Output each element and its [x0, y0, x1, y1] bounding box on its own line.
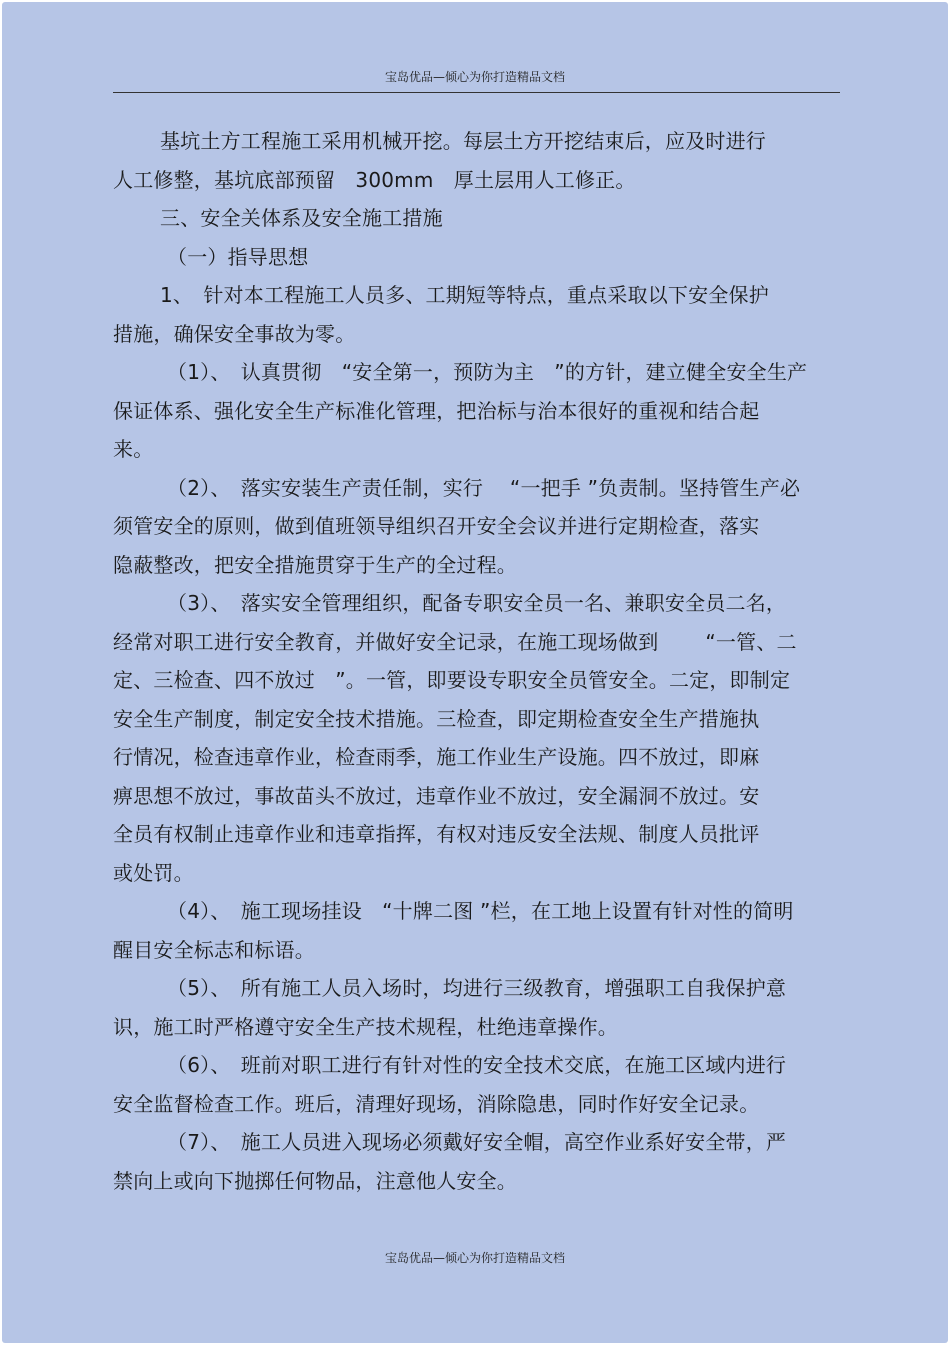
paragraph-line: 安全监督检查工作。班后，清理好现场，消除隐患，同时作好安全记录。 [113, 1091, 760, 1116]
paragraph-line: 禁向上或向下抛掷任何物品，注意他人安全。 [113, 1168, 517, 1193]
paragraph-line: （7）、 施工人员进入现场必须戴好安全帽，高空作业系好安全带，严 [167, 1130, 787, 1154]
paragraph-line: 经常对职工进行安全教育，并做好安全记录，在施工现场做到 “一管、二 [113, 629, 797, 654]
paragraph-line: （2）、 落实安装生产责任制，实行 “一把手 ”负责制。坚持管生产必 [167, 475, 801, 500]
paragraph-line: （4）、 施工现场挂设 “十牌二图 ”栏，在工地上设置有针对性的简明 [167, 899, 794, 923]
paragraph-line: 或处罚。 [113, 860, 194, 885]
paragraph-line: 人工修整，基坑底部预留 300mm 厚土层用人工修正。 [113, 167, 636, 192]
paragraph-line: 识，施工时严格遵守安全生产技术规程，杜绝违章操作。 [113, 1014, 618, 1039]
paragraph-line: （1）、 认真贯彻 “安全第一，预防为主 ”的方针，建立健全安全生产 [167, 360, 808, 384]
header-divider [113, 92, 840, 93]
paragraph-line: 隐蔽整改，把安全措施贯穿于生产的全过程。 [113, 552, 517, 577]
paragraph-line: 安全生产制度，制定安全技术措施。三检查，即定期检查安全生产措施执 [113, 706, 760, 731]
paragraph-line: 行情况，检查违章作业，检查雨季，施工作业生产设施。四不放过，即麻 [113, 745, 760, 769]
paragraph-line: 醒目安全标志和标语。 [113, 937, 315, 962]
paragraph-line: （5）、 所有施工人员入场时，均进行三级教育，增强职工自我保护意 [167, 976, 787, 1000]
subsection-heading: （一）指导思想 [167, 244, 309, 269]
document-page [2, 2, 948, 1343]
paragraph-line: 1、 针对本工程施工人员多、工期短等特点，重点采取以下安全保护 [160, 283, 769, 307]
paragraph-line: 措施，确保安全事故为零。 [113, 321, 356, 346]
paragraph-line: 全员有权制止违章作业和违章指挥，有权对违反安全法规、制度人员批评 [113, 822, 760, 846]
paragraph-line: 基坑土方工程施工采用机械开挖。每层土方开挖结束后，应及时进行 [160, 129, 766, 153]
paragraph-line: 须管安全的原则，做到值班领导组织召开安全会议并进行定期检查，落实 [113, 514, 760, 538]
paragraph-line: （3）、 落实安全管理组织，配备专职安全员一名、兼职安全员二名， [167, 591, 787, 615]
paragraph-line: 痹思想不放过，事故苗头不放过，违章作业不放过，安全漏洞不放过。安 [113, 783, 760, 808]
paragraph-line: 来。 [113, 437, 154, 461]
paragraph-line: （6）、 班前对职工进行有针对性的安全技术交底，在施工区域内进行 [167, 1053, 787, 1077]
page-footer: 宝岛优品—倾心为你打造精品文档 [384, 1251, 565, 1265]
document-body [113, 122, 835, 1200]
paragraph-line: 保证体系、强化安全生产标准化管理，把治标与治本很好的重视和结合起 [113, 398, 760, 423]
paragraph-line: 定、三检查、四不放过 ”。一管，即要设专职安全员管安全。二定，即制定 [113, 668, 791, 692]
section-heading: 三、安全关体系及安全施工措施 [160, 206, 443, 230]
page-header: 宝岛优品—倾心为你打造精品文档 [384, 70, 565, 84]
